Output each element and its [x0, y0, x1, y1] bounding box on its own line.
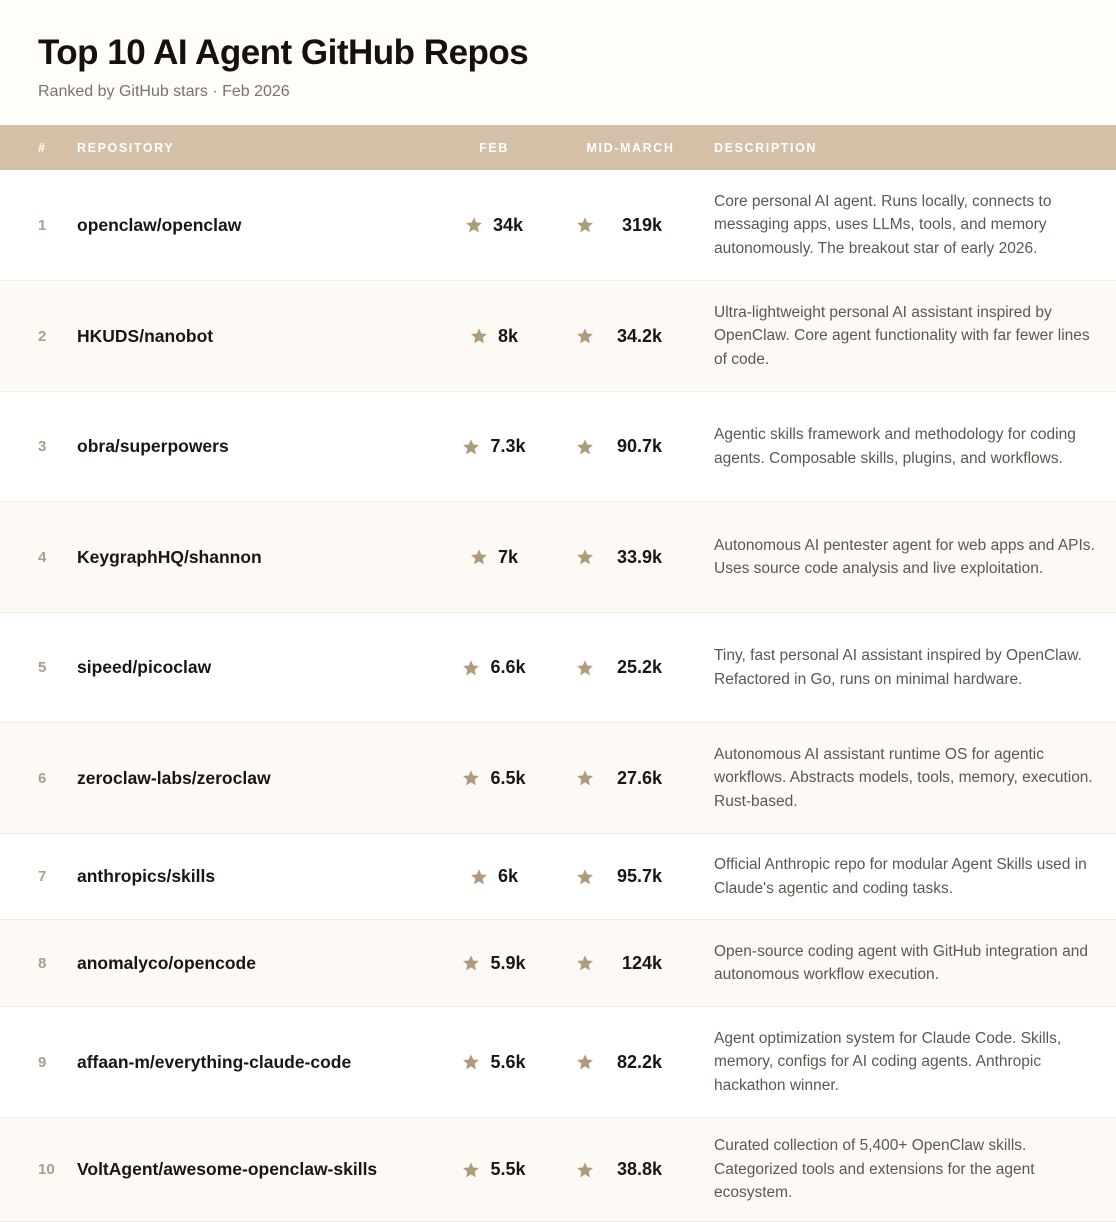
- repo-name-link[interactable]: VoltAgent/awesome-openclaw-skills: [77, 1159, 378, 1179]
- star-icon: [462, 438, 480, 456]
- table-row: [0, 170, 1116, 281]
- feb-stars-cell: [439, 1052, 549, 1073]
- table-row: [0, 1118, 1116, 1222]
- repo-name-link[interactable]: KeygraphHQ/shannon: [77, 546, 262, 567]
- feb-stars-cell: [439, 866, 549, 887]
- mid-march-stars-value: 27.6k: [616, 767, 662, 788]
- description-cell: Tiny, fast personal AI assistant inspired by OpenClaw. Refactored in Go, runs on minimal hardware.: [714, 647, 1082, 688]
- star-icon: [576, 954, 594, 972]
- description-cell: Curated collection of 5,400+ OpenClaw skills. Categorized tools and extensions for the agent ecosystem.: [714, 1137, 1035, 1202]
- rank-cell: 4: [38, 548, 47, 566]
- rank-cell: 7: [38, 868, 47, 885]
- feb-stars-cell: [439, 1159, 549, 1180]
- feb-stars-cell: [439, 657, 549, 678]
- feb-stars-value: 5.9k: [490, 952, 526, 973]
- mid-march-stars-value: 38.8k: [616, 1159, 662, 1179]
- star-icon: [576, 216, 594, 234]
- star-icon: [576, 769, 594, 787]
- description-cell: Ultra-lightweight personal AI assistant inspired by OpenClaw. Core agent functionality with far fewer lines of code.: [714, 303, 1090, 368]
- table-row: [0, 834, 1116, 920]
- rank-cell: 5: [38, 659, 47, 676]
- description-cell: Core personal AI agent. Runs locally, connects to messaging apps, uses LLMs, tools, and memory autonomously. The breakout star of early 2026.: [714, 192, 1052, 257]
- column-header-description: DESCRIPTION: [714, 140, 818, 155]
- table-row: [0, 920, 1116, 1007]
- table-row: [0, 723, 1116, 834]
- feb-stars-cell: [439, 768, 549, 789]
- column-header-rank: #: [38, 140, 47, 155]
- mid-march-stars-cell: [549, 547, 702, 568]
- rank-cell: 9: [38, 1053, 47, 1071]
- feb-stars-value: 5.6k: [490, 1051, 526, 1072]
- star-icon: [576, 659, 594, 677]
- feb-stars-value: 6.6k: [490, 657, 526, 677]
- mid-march-stars-cell: [549, 768, 702, 789]
- star-icon: [470, 548, 488, 566]
- star-icon: [576, 548, 594, 566]
- mid-march-stars-value: 82.2k: [616, 1051, 662, 1072]
- description-cell: Agentic skills framework and methodology for coding agents. Composable skills, plugins, and workflows.: [714, 426, 1076, 467]
- feb-stars-value: 5.5k: [490, 1159, 526, 1179]
- mid-march-stars-cell: [549, 436, 702, 457]
- feb-stars-value: 34k: [492, 214, 524, 235]
- feb-stars-cell: [439, 547, 549, 568]
- feb-stars-value: 6.5k: [490, 767, 526, 788]
- description-cell: Autonomous AI pentester agent for web apps and APIs. Uses source code analysis and live exploitation.: [714, 536, 1095, 577]
- mid-march-stars-value: 319k: [621, 214, 662, 235]
- star-icon: [462, 769, 480, 787]
- mid-march-stars-value: 25.2k: [616, 657, 662, 677]
- column-header-repository: REPOSITORY: [77, 140, 175, 155]
- repo-name-link[interactable]: openclaw/openclaw: [77, 214, 242, 235]
- column-header-feb: FEB: [479, 140, 509, 155]
- star-icon: [462, 1053, 480, 1071]
- mid-march-stars-value: 124k: [621, 952, 662, 973]
- repos-table: [0, 125, 1116, 1222]
- repo-name-link[interactable]: affaan-m/everything-claude-code: [77, 1051, 352, 1072]
- star-icon: [462, 954, 480, 972]
- star-icon: [465, 216, 483, 234]
- page-title: Top 10 AI Agent GitHub Repos: [38, 33, 529, 72]
- description-cell: Autonomous AI assistant runtime OS for agentic workflows. Abstracts models, tools, memory, execution. Rust-based.: [714, 745, 1093, 810]
- table-row: [0, 281, 1116, 392]
- mid-march-stars-cell: [549, 1159, 702, 1180]
- table-row: [0, 392, 1116, 502]
- feb-stars-cell: [439, 436, 549, 457]
- feb-stars-value: 8k: [497, 325, 519, 346]
- repo-name-link[interactable]: anthropics/skills: [77, 866, 216, 886]
- star-icon: [470, 327, 488, 345]
- rank-cell: 3: [38, 438, 47, 455]
- star-icon: [470, 868, 488, 886]
- feb-stars-value: 7.3k: [490, 436, 526, 456]
- star-icon: [462, 1161, 480, 1179]
- mid-march-stars-cell: [549, 1052, 702, 1073]
- description-cell: Agent optimization system for Claude Code. Skills, memory, configs for AI coding agents. Anthropic hackathon winner.: [714, 1029, 1062, 1094]
- column-header-mid-march: MID-MARCH: [586, 140, 675, 155]
- star-icon: [576, 438, 594, 456]
- feb-stars-value: 6k: [497, 866, 519, 886]
- rank-cell: 6: [38, 769, 47, 787]
- star-icon: [576, 868, 594, 886]
- repo-name-link[interactable]: zeroclaw-labs/zeroclaw: [77, 767, 271, 788]
- table-row: [0, 502, 1116, 613]
- description-cell: Official Anthropic repo for modular Agent Skills used in Claude's agentic and coding tasks.: [714, 856, 1087, 897]
- mid-march-stars-value: 95.7k: [616, 866, 662, 886]
- feb-stars-cell: [439, 326, 549, 347]
- mid-march-stars-cell: [549, 215, 702, 236]
- repo-name-link[interactable]: anomalyco/opencode: [77, 952, 256, 973]
- mid-march-stars-value: 90.7k: [616, 436, 662, 456]
- mid-march-stars-cell: [549, 953, 702, 974]
- table-body: [0, 170, 1116, 1222]
- star-icon: [576, 1161, 594, 1179]
- star-icon: [576, 1053, 594, 1071]
- star-icon: [462, 659, 480, 677]
- rank-cell: 2: [38, 327, 47, 345]
- table-row: [0, 1007, 1116, 1118]
- description-cell: Open-source coding agent with GitHub integration and autonomous workflow execution.: [714, 942, 1088, 983]
- rank-cell: 10: [38, 1161, 55, 1178]
- feb-stars-cell: [439, 953, 549, 974]
- feb-stars-cell: [439, 215, 549, 236]
- mid-march-stars-cell: [549, 866, 702, 887]
- repo-name-link[interactable]: obra/superpowers: [77, 436, 229, 456]
- rank-cell: 1: [38, 216, 47, 234]
- mid-march-stars-value: 33.9k: [616, 546, 662, 567]
- rank-cell: 8: [38, 954, 47, 972]
- feb-stars-value: 7k: [497, 546, 519, 567]
- mid-march-stars-cell: [549, 657, 702, 678]
- page-subtitle: Ranked by GitHub stars · Feb 2026: [38, 83, 290, 100]
- star-icon: [576, 327, 594, 345]
- table-row: [0, 613, 1116, 723]
- repo-name-link[interactable]: sipeed/picoclaw: [77, 657, 212, 677]
- mid-march-stars-cell: [549, 326, 702, 347]
- page-header: [0, 0, 1116, 125]
- table-header: [0, 125, 1116, 170]
- mid-march-stars-value: 34.2k: [616, 325, 662, 346]
- repo-name-link[interactable]: HKUDS/nanobot: [77, 325, 214, 346]
